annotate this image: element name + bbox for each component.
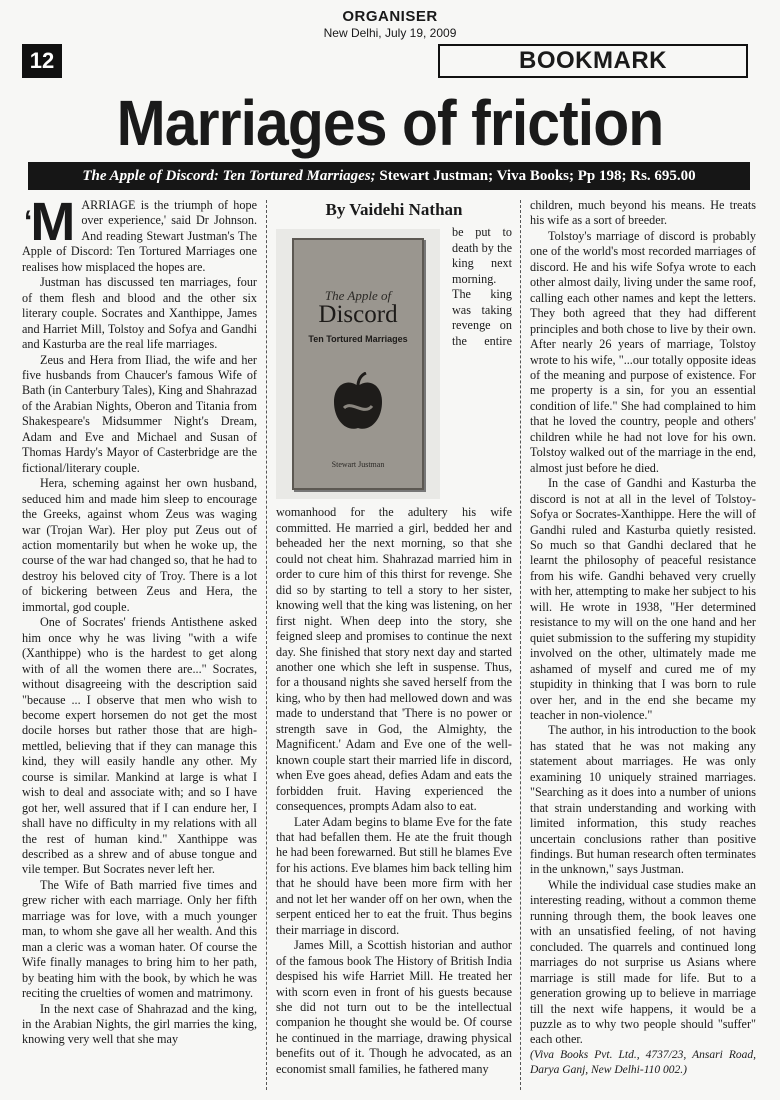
paragraph: In the case of Gandhi and Kasturba the discord is not at all in the level of Tolstoy-Sofya or Socrates-Xanthippe. Here the will of Gandhi ruled and Kasturba quietly resisted. So much so that Gandhi declared that he learnt the philosophy of peaceful resistance from his wife. Gandhi behaved very cruelly with her, attempting to make her subject to his will. He wrote in 1938, "Her determined resistance to my will on the one hand and her quiet submission to the suffering my stupidity involved on the other, ultimately made me ashamed of myself and cured me of my stupidity in thinking that I was born to rule over her, and in the end she became my teacher in non-violence." — [530, 476, 756, 722]
book-title: The Apple of Discord: Ten Tortured Marriages; — [82, 167, 376, 184]
paragraph: While the individual case studies make an interesting reading, without a common theme running through them, the book leaves one with an unsatisfied feeling, of not having concluded. The quarrels and continued long marriages do not surprise us Asians where marriage is still made for life. But to a generation growing up to believe in marriage till the next wife happens, it would be a puzzle as to why two people should "suffer" each other. — [530, 877, 756, 1047]
paragraph: ARRIAGE is the triumph of hope over experience,' said Dr Johnson. And reading Stewart Justman's The Apple of Discord: Ten Tortured Marriages one realises how misplaced the hopes are. — [22, 198, 257, 274]
dateline: New Delhi, July 19, 2009 — [323, 26, 457, 40]
paragraph: Hera, scheming against her own husband, seduced him and made him sleep to encourage the Greeks, against whom Zeus was waging war (Trojan War). Her ploy put Zeus out of action momentarily but when he woke up, the course of the war had changed so, that he had to destroy his beloved city of Troy. There is a lot of bickering between Zeus and Hera, the immortal, god couple. — [22, 476, 257, 614]
paragraph: Justman has discussed ten marriages, four of them flesh and blood and the other six literary couple. Socrates and Xanthippe, James and Harriet Mill, Tolstoy and Sofya and Gandhi and Kasturba are the real life marriages. — [22, 275, 257, 352]
section-label: BOOKMARK — [438, 44, 748, 78]
column-2 — [276, 198, 512, 1077]
drop-cap: ‘M — [24, 192, 76, 252]
paragraph: The Wife of Bath married five times and grew richer with each marriage. Only her fifth marriage was for love, with a much younger man, to whom she gave all her wealth. And this man a cleric was a woman hater. Of course the Wife finally manages to bring him to her path, by beating him with the book, by which he was reciting the cruelties of women and matrimony. — [22, 877, 257, 1001]
byline: By Vaidehi Nathan — [325, 200, 463, 219]
cover-title-line-2: Discord — [318, 301, 398, 329]
book-details: Stewart Justman; Viva Books; Pp 198; Rs. 695.00 — [379, 167, 696, 184]
cover-title-line-1: The Apple of — [324, 288, 392, 304]
page-number: 12 — [22, 44, 62, 78]
cover-subtitle: Ten Tortured Marriages — [308, 334, 408, 345]
paragraph: The author, in his introduction to the book has stated that he was not making any statement about marriages. He was only examining 10 uniquely strained marriages. "Searching as it does into a number of unions that strain understanding and working with limited information, this study reaches uncertain conclusions rather than positive findings. But human research often terminates in the unknown," says Justman. — [530, 723, 756, 877]
paragraph: The Apple of Discord Ten Tortured Marriages Stewart Justman be put to death by the king next morning. The king was taking revenge on the entire womanhood for the adultery his wife committed. He married a girl, bedded her and beheaded her the next morning, so that she could not cheat him. Shahrazad married him in order to cure him of this thirst for revenge. She did so by starting to tell a story to her sister, knowing well that the king was listening, on her first night. When deep into the story, she feigned sleep and promises to continue the next day. She finished that story next day and started another one which she left in suspense. Thus, for a thousand nights she saved herself from the king, who by then had mellowed down and was made to understand that 'There is no power or strength save in God, the Almighty, the Magnificent.' Adam and Eve one of the well-known couple start their married life in discord, when Eve goes ahead, defies Adam and eats the forbidden fruit. Having experienced the consequences, prompts Adam also to eat. — [276, 225, 512, 814]
apple-icon — [330, 372, 386, 434]
column-1 — [22, 192, 257, 1048]
column-3 — [530, 198, 756, 1079]
masthead — [0, 8, 780, 40]
paragraph: One of Socrates' friends Antisthene asked him once why he was living "with a wife (Xanthippe) who is the hardest to get along with of all the women there are..." Socrates, without disagreeing with the description said "because ... I observe that men who wish to become expert horsemen do not get the most docile horses but rather those that are high-mettled, believing that if they can manage this kind, they will easily handle any other. My course is similar. Mankind at large is what I wish to deal and associate with; and so I have got her, well assured that if I can endure her, I shall have no difficulty in my relations with all the rest of human kind." Xanthippe was described as a shrew and of abuse tongue and vile temper. But Socrates never left her. — [22, 615, 257, 877]
column-rule-1 — [266, 200, 267, 1090]
cover-author: Stewart Justman — [331, 460, 385, 469]
book-cover — [292, 238, 424, 490]
paragraph: children, much beyond his means. He treats his wife as a sort of breeder. — [530, 198, 756, 228]
paragraph: Later Adam begins to blame Eve for the fate that had befallen them. He ate the fruit though he had been forewarned. But still he blames Eve for his actions. Eve blames him back telling him that he should have been more firm with her and not let her wander off on her own, when the serpent enticed her to eat the fruit. Thus begins their marriage in discord. — [276, 814, 512, 937]
paragraph: Zeus and Hera from Iliad, the wife and her five husbands from Chaucer's famous Wife of Bath (in Canterbury Tales), King and Shahrazad of the Arabian Nights, Oberon and Titania from Shakespeare's Midsummer Night's Dream, Adam and Eve and Michael and Susan of Thomas Hardy's Mayor of Casterbridge are the fictional/literary couple. — [22, 352, 257, 475]
paragraph: James Mill, a Scottish historian and author of the famous book The History of British India despised his wife Harriet Mill. He treated her with scorn even in front of his guests because she did not turn out to be the intellectual companion he thought she would be. Of course he continued in the marriage, drawing physical benefits out of it. Though he advocated, as an economist small families, he fathered many — [276, 938, 512, 1076]
paragraph: In the next case of Shahrazad and the king, in the Arabian Nights, the girl marries the king, knowing very well that she may — [22, 1001, 257, 1047]
book-details-strap — [28, 162, 750, 190]
publisher-credit: (Viva Books Pvt. Ltd., 4737/23, Ansari Road, Darya Ganj, New Delhi-110 002.) — [530, 1048, 756, 1077]
column-rule-2 — [520, 200, 521, 1090]
paragraph: Tolstoy's marriage of discord is probably one of the world's most recorded marriages of discord. He and his wife Sofya wrote to each other almost daily, living under the same roof, calling each other names and kept the letters. They both agreed that they had different principles and both chose to live by their own. After nearly 26 years of marriage, Tolstoy wrote to his wife, "...our totally opposite ideas of the meaning and purpose of existence. For me property is a sin, for you an essential condition of life." She had complained to him that he loved the country, people and others' children while he had not love for his own. Tolstoy walked out of the marriage in the end, almost just before he died. — [530, 228, 756, 475]
headline: Marriages of friction — [116, 87, 664, 159]
book-cover-image — [276, 229, 440, 499]
publication-name: ORGANISER — [342, 8, 438, 25]
